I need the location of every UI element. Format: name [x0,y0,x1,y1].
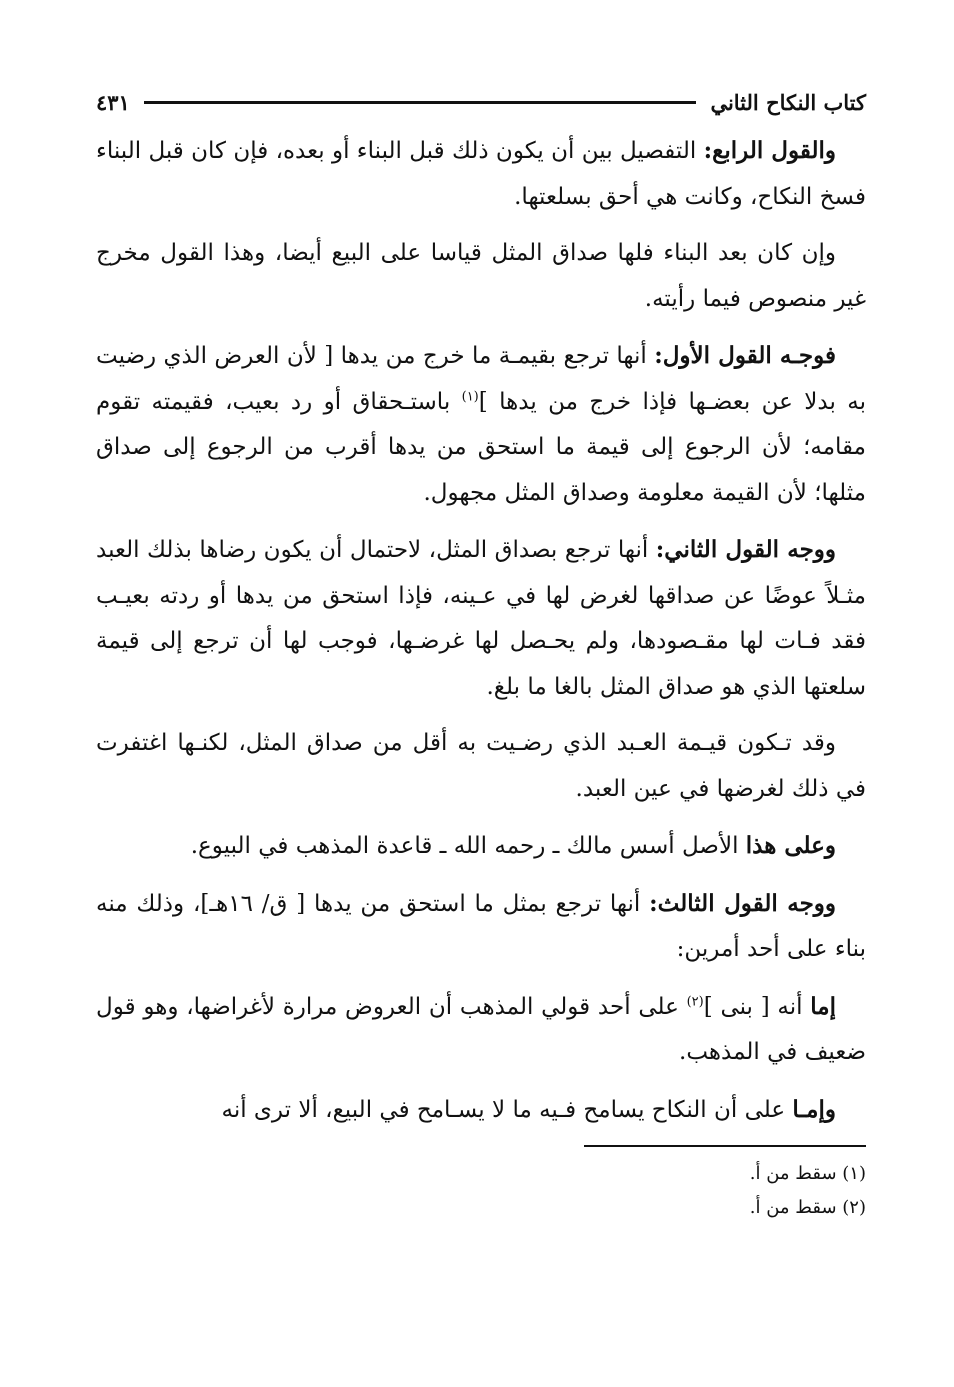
page-header [96,82,866,122]
paragraph-text: أنها ترجع بقيمـة ما خرج من يدها [ لأن العرض الذي رضيت به بدلا عن بعضـها فإذا خرج من يدها ] [96,343,866,415]
paragraph [96,527,866,710]
paragraph [96,881,866,973]
paragraph [96,128,866,220]
page-number: ٤٣١ [96,89,130,115]
paragraph [96,1087,866,1134]
paragraph-lead: وعلى هذا [745,832,836,859]
footnote: (٢) سقط من أ. [749,1197,866,1218]
paragraph-text: وإن كان بعد البناء فلها صداق المثل قياسا على البيع أيضا، وهذا القول مخرج غير منصوص فيما رأيته. [96,240,866,312]
paragraph-text: الأصل أسس مالك ـ رحمه الله ـ قاعدة المذهب في البيوع. [190,833,746,859]
paragraph [96,823,866,870]
paragraph-text: التفصيل بين أن يكون ذلك قبل البناء أو بعده، فإن كان قبل البناء فسخ النكاح، وكانت هي أحق بسلعتها. [96,138,866,210]
paragraph-text: أنه [ بنى ] [703,993,811,1020]
footnote: (١) سقط من أ. [749,1163,866,1184]
paragraph-lead: ووجه القول الثاني: [655,536,837,563]
header-rule [144,101,697,104]
paragraph [96,333,866,516]
paragraph [96,231,866,322]
paragraph-text: باستـحقاق أو رد بعيب، فقيمته تقوم مقامه؛ لأن الرجوع إلى قيمة ما استحق من يدها أقرب من الرجوع إلى صداق مثلها؛ لأن القيمة معلومة وصداق المثل مجهول. [96,388,866,506]
paragraph-lead: ووجه القول الثالث: [649,889,837,917]
paragraph-lead: وإمـا [792,1095,836,1123]
paragraph-lead: إما [810,992,837,1020]
paragraph-text: على أحد قولي المذهب أن العروض مرارة لأغراضها، وهو قول ضعيف في المذهب. [96,993,866,1065]
footnote-ref: (١) [461,388,479,404]
paragraph [96,984,866,1076]
paragraph-text: على أن النكاح يسامح فـيه ما لا يسـامح في البيع، ألا ترى أنه [221,1096,793,1123]
paragraph [96,721,866,812]
paragraph-text: أنها ترجع بصداق المثل، لاحتمال أن يكون رضاها بذلك العبد مثـلاً عوضًا عن صداقها لغرض لها في عـينه، فإذا استحق من يدها أو ردته بعيـب فقد فـات لها مقـصودها، ولم يحـصل لها غرضـها، فوجب لها أن ترجع إلى قيمة سلعتها الذي هو صداق المثل بالغا ما بلغ. [96,537,866,700]
footnote-separator [584,1145,866,1147]
book-page [96,82,866,1225]
running-title: كتاب النكاح الثاني [710,89,866,115]
footnote-ref: (٢) [686,993,704,1009]
paragraph-lead: والقول الرابع: [703,137,836,164]
paragraph-text: وقد تـكون قيـمة العـبد الذي رضـيت به أقل من صداق المثل، لكنـها اغتفرت في ذلك لغرضها في عين العبد. [96,730,866,802]
paragraph-text: أنها ترجع بمثل ما استحق من يدها [ ق/ ١٦هـ]، وذلك منه بناء على أحد أمرين: [96,890,866,962]
paragraph-lead: فوجـه القول الأول: [654,342,836,369]
